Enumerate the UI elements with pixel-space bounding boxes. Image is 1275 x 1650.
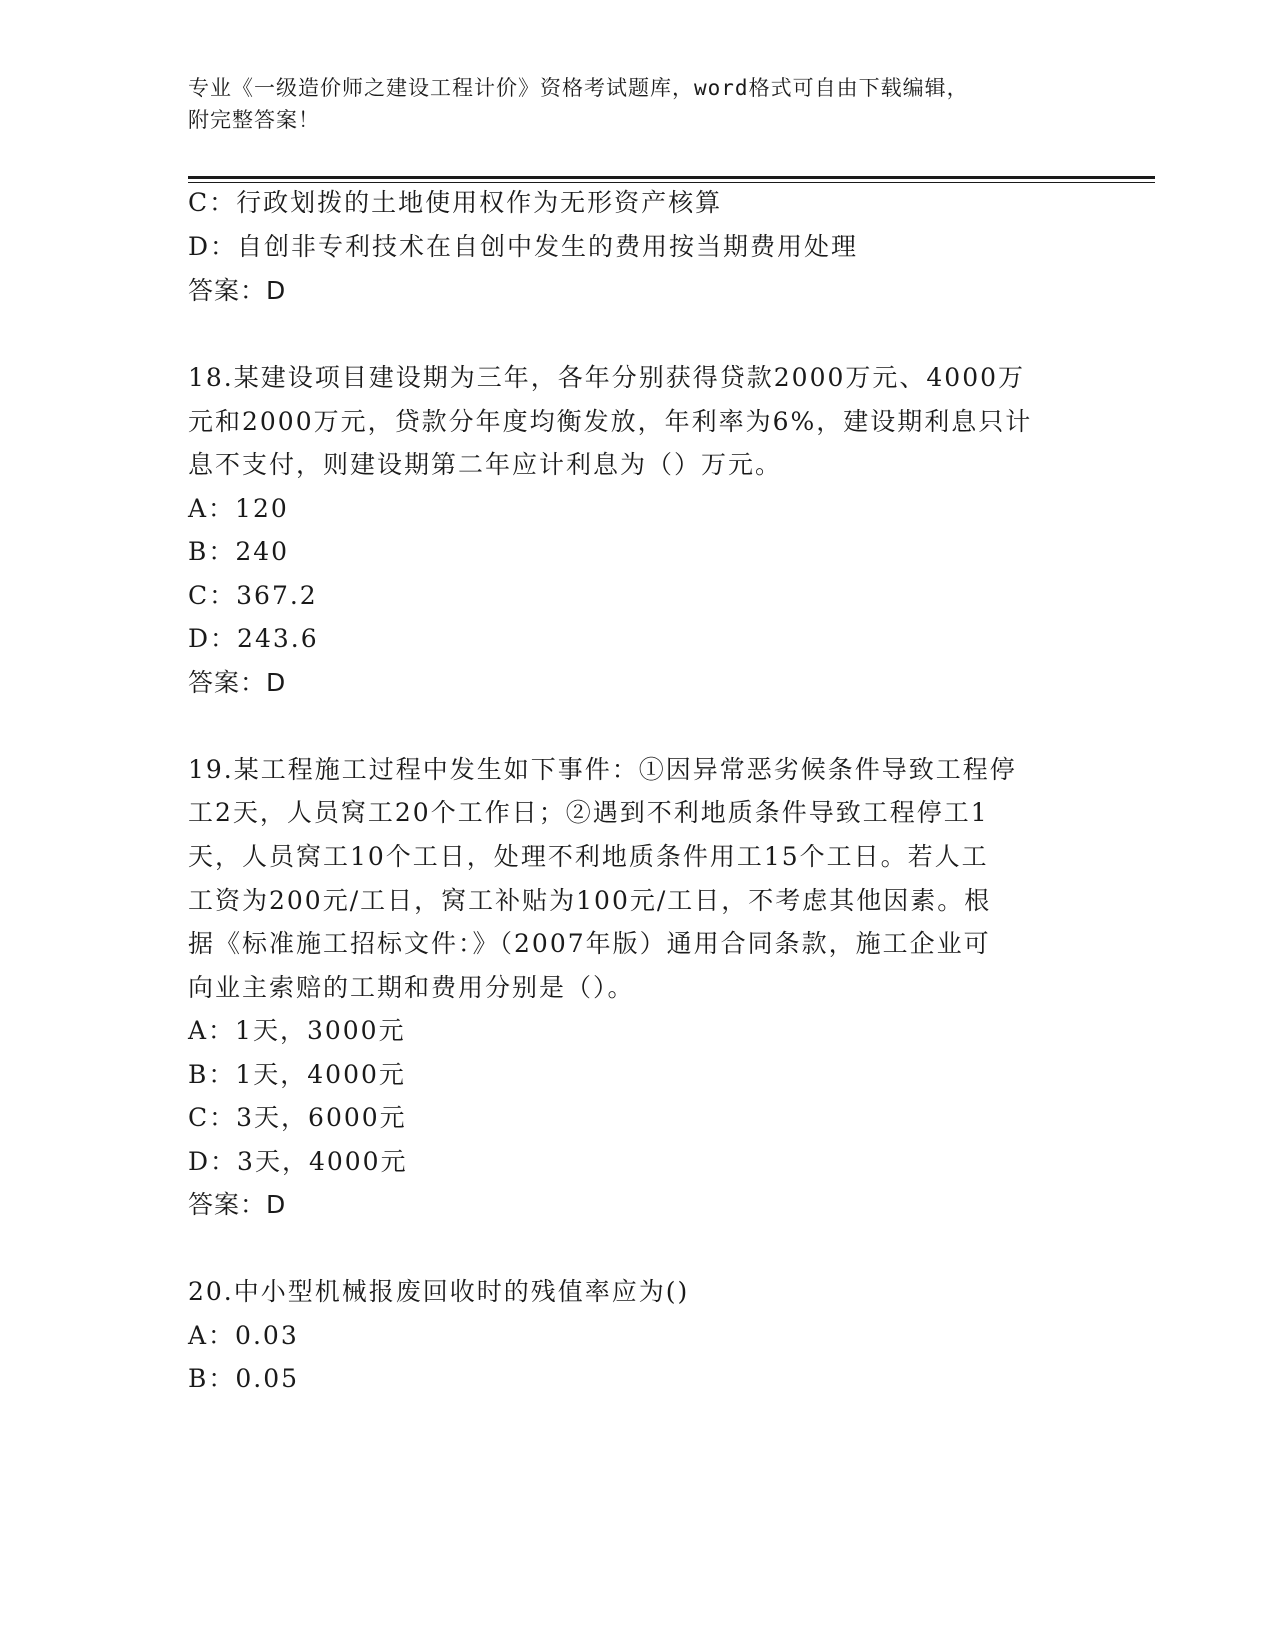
q19-option-d: D：3天，4000元 bbox=[188, 1147, 408, 1176]
q19-stem-line-5: 据《标准施工招标文件：》（2007年版）通用合同条款，施工企业可 bbox=[188, 929, 991, 958]
q18-option-c: C：367.2 bbox=[188, 581, 318, 610]
q19-option-b: B：1天，4000元 bbox=[188, 1060, 406, 1089]
q18-option-b: B：240 bbox=[188, 537, 290, 566]
q18-stem-line-1: 18.某建设项目建设期为三年，各年分别获得贷款2000万元、4000万 bbox=[188, 363, 1026, 392]
q19-stem-line-4: 工资为200元/工日，窝工补贴为100元/工日，不考虑其他因素。根 bbox=[188, 886, 992, 915]
q18-option-d: D：243.6 bbox=[188, 624, 319, 653]
document-header bbox=[188, 72, 1068, 136]
header-divider-thin bbox=[188, 182, 1155, 183]
q20-stem-line-1: 20.中小型机械报废回收时的残值率应为() bbox=[188, 1277, 690, 1306]
q20-option-b: B：0.05 bbox=[188, 1364, 300, 1393]
q17-answer: 答案：D bbox=[188, 276, 287, 305]
q19-option-a: A：1天，3000元 bbox=[188, 1016, 406, 1045]
q18-stem-line-2: 元和2000万元，贷款分年度均衡发放，年利率为6%，建设期利息只计 bbox=[188, 407, 1033, 436]
q19-stem-line-6: 向业主索赔的工期和费用分别是（）。 bbox=[188, 973, 635, 1002]
header-line-1: 专业《一级造价师之建设工程计价》资格考试题库，word格式可自由下载编辑， bbox=[188, 76, 969, 100]
q18-answer: 答案：D bbox=[188, 668, 287, 697]
q19-answer: 答案：D bbox=[188, 1190, 287, 1219]
q18-stem-line-3: 息不支付，则建设期第二年应计利息为（）万元。 bbox=[188, 450, 783, 479]
q19-stem-line-2: 工2天，人员窝工20个工作日；②遇到不利地质条件导致工程停工1 bbox=[188, 798, 989, 827]
q19-option-c: C：3天，6000元 bbox=[188, 1103, 407, 1132]
q19-stem-line-1: 19.某工程施工过程中发生如下事件：①因异常恶劣候条件导致工程停 bbox=[188, 755, 1017, 784]
q19-stem-line-3: 天，人员窝工10个工日，处理不利地质条件用工15个工日。若人工 bbox=[188, 842, 989, 871]
q20-option-a: A：0.03 bbox=[188, 1321, 299, 1350]
header-line-2: 附完整答案！ bbox=[188, 108, 320, 132]
q18-option-a: A：120 bbox=[188, 494, 289, 523]
q17-option-c: C：行政划拨的土地使用权作为无形资产核算 bbox=[188, 188, 723, 217]
header-divider-thick bbox=[188, 176, 1155, 179]
q17-option-d: D：自创非专利技术在自创中发生的费用按当期费用处理 bbox=[188, 232, 859, 261]
